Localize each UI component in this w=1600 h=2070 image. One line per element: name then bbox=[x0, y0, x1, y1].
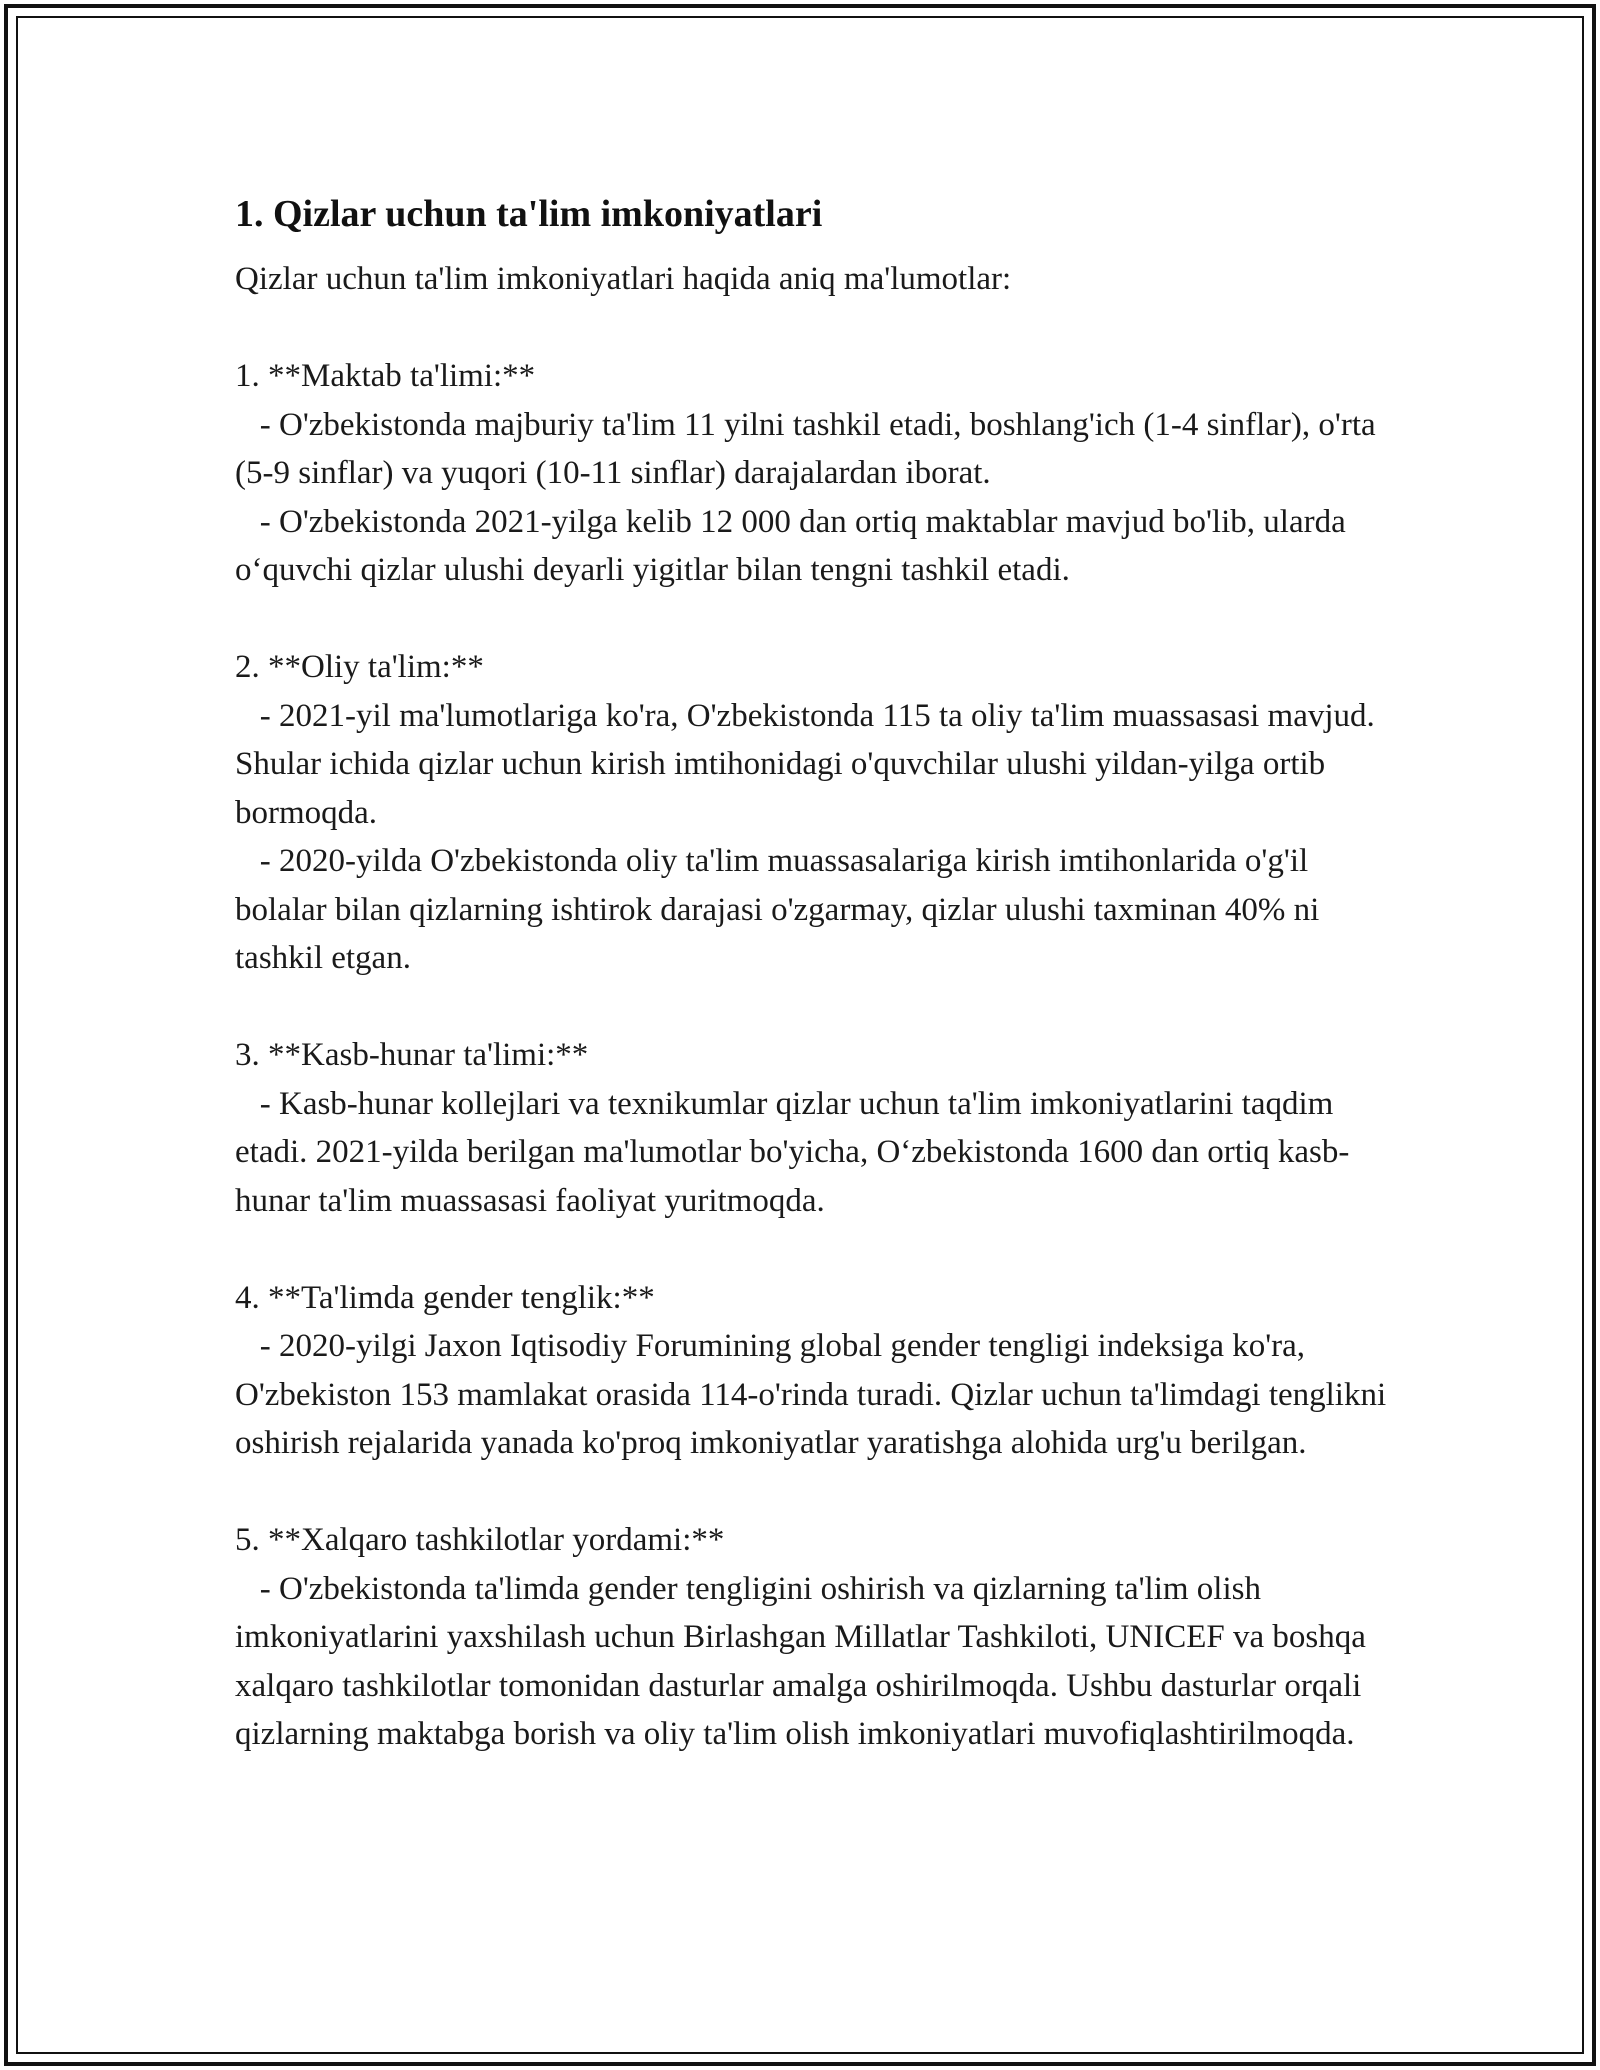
section-paragraph: - Kasb-hunar kollejlari va texnikumlar qizlar uchun ta'lim imkoniyatlarini taqdim etadi. 2021-yilda berilgan ma'lumotlar bo'yicha, O‘zbekistonda 1600 dan ortiq kasb-hunar ta'lim muassasasi faoliyat yuritmoqda. bbox=[235, 1085, 1350, 1219]
section-oliy-talim bbox=[235, 643, 1395, 983]
section-paragraph: - 2020-yilgi Jaxon Iqtisodiy Forumining global gender tengligi indeksiga ko'ra, O'zbekiston 153 mamlakat orasida 114-o'rinda turadi. Qizlar uchun ta'limdagi tenglikni oshirish rejalarida yanada ko'proq imkoniyatlar yaratishga alohida urg'u berilgan. bbox=[235, 1328, 1395, 1461]
document-content bbox=[235, 185, 1395, 1759]
section-maktab-talimi bbox=[235, 352, 1395, 595]
section-heading: 5. **Xalqaro tashkilotlar yordami:** bbox=[235, 1522, 725, 1558]
section-paragraph: - O'zbekistonda ta'limda gender tengligini oshirish va qizlarning ta'lim olish imkoniyatlarini yaxshilash uchun Birlashgan Millatlar Tashkiloti, UNICEF va boshqa xalqaro tashkilotlar tomonidan dasturlar amalga oshirilmoqda. Ushbu dasturlar orqali qizlarning maktabga borish va oliy ta'lim olish imkoniyatlari muvofiqlashtirilmoqda. bbox=[235, 1570, 1375, 1752]
section-paragraph: - O'zbekistonda majburiy ta'lim 11 yilni tashkil etadi, boshlang'ich (1-4 sinflar), o'rta (5-9 sinflar) va yuqori (10-11 sinflar) darajalardan iborat. bbox=[235, 406, 1384, 491]
section-heading: 3. **Kasb-hunar ta'limi:** bbox=[235, 1037, 589, 1073]
section-heading: 2. **Oliy ta'lim:** bbox=[235, 649, 484, 685]
section-heading: 4. **Ta'limda gender tenglik:** bbox=[235, 1279, 655, 1316]
section-xalqaro-tashkilotlar bbox=[235, 1516, 1395, 1759]
document-intro: Qizlar uchun ta'lim imkoniyatlari haqida aniq ma'lumotlar: bbox=[235, 261, 1012, 297]
section-gender-tenglik bbox=[235, 1274, 1395, 1468]
section-paragraph: - 2020-yilda O'zbekistonda oliy ta'lim muassasalariga kirish imtihonlarida o'g'il bolalar bilan qizlarning ishtirok darajasi o'zgarmay, qizlar ulushi taxminan 40% ni tashkil etgan. bbox=[235, 843, 1328, 976]
document-title: 1. Qizlar uchun ta'lim imkoniyatlari bbox=[235, 193, 823, 235]
section-heading: 1. **Maktab ta'limi:** bbox=[235, 358, 536, 394]
section-paragraph: - O'zbekistonda 2021-yilga kelib 12 000 dan ortiq maktablar mavjud bo'lib, ularda o‘quvchi qizlar ulushi deyarli yigitlar bilan tengni tashkil etadi. bbox=[235, 503, 1354, 588]
section-kasb-hunar-talimi bbox=[235, 1031, 1395, 1225]
section-paragraph: - 2021-yil ma'lumotlariga ko'ra, O'zbekistonda 115 ta oliy ta'lim muassasasi mavjud. Shular ichida qizlar uchun kirish imtihonidagi o'quvchilar ulushi yildan-yilga ortib bormoqda. bbox=[235, 697, 1384, 831]
